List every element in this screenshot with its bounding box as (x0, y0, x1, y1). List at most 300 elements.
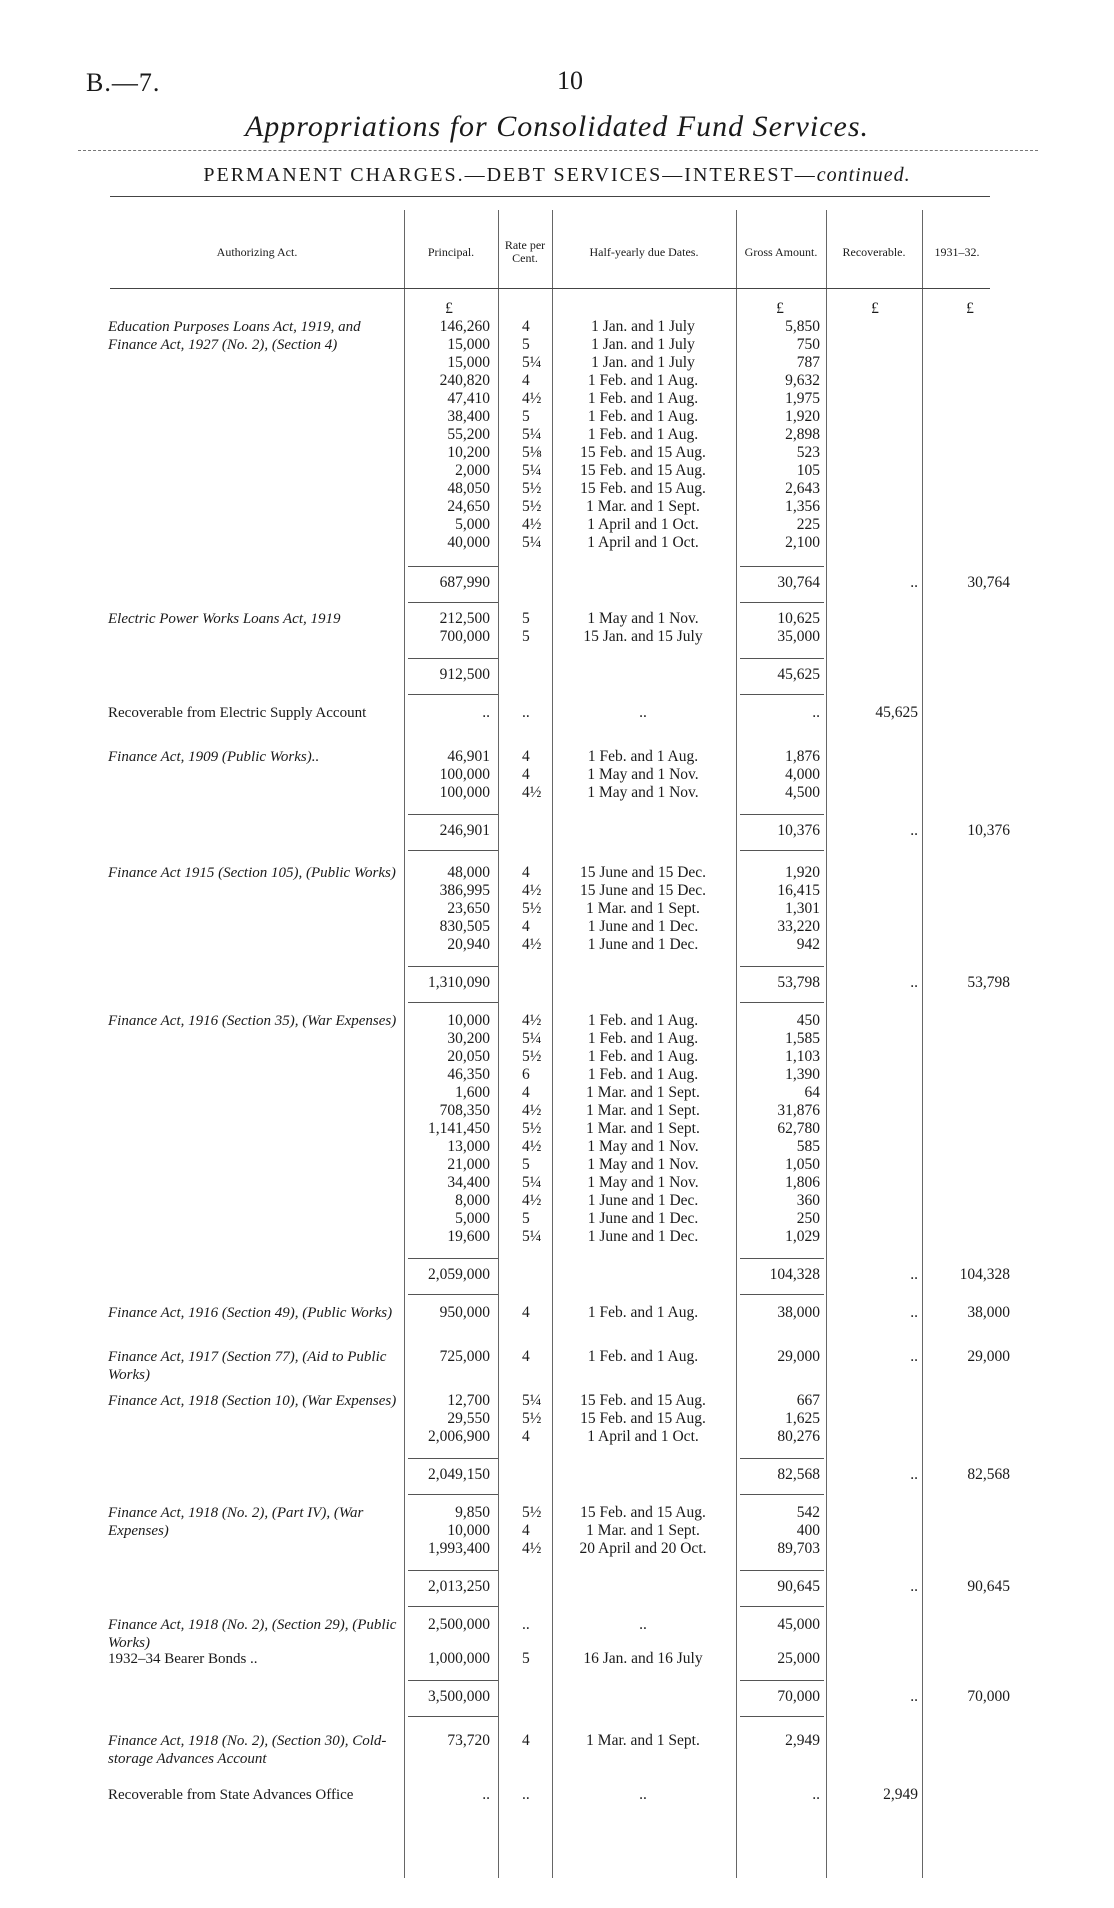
gross-amount-cell: 2,100 (785, 534, 820, 551)
table-row (0, 1048, 1114, 1066)
gross-amount-cell: 1,029 (785, 1228, 820, 1245)
principal-cell: 1,993,400 (428, 1540, 490, 1557)
rate-cell: 5⅛ (522, 444, 542, 461)
currency-recoverable: £ (871, 300, 879, 317)
table-row (0, 516, 1114, 534)
gross-amount-cell: 1,625 (785, 1410, 820, 1427)
subtotal-rule (740, 602, 824, 603)
table-row (0, 1156, 1114, 1174)
due-dates-cell: 1 Mar. and 1 Sept. (586, 1120, 700, 1137)
principal-cell: 46,901 (447, 748, 490, 765)
principal-cell: 23,650 (447, 900, 490, 917)
due-dates-cell: 1 April and 1 Oct. (587, 516, 699, 533)
table-row (0, 534, 1114, 552)
subtotal-rule (408, 1494, 498, 1495)
due-dates-cell: 1 April and 1 Oct. (587, 1428, 699, 1445)
gross-amount-cell: 1,920 (785, 408, 820, 425)
principal-cell: 10,000 (447, 1522, 490, 1539)
rate-cell: 4 (522, 864, 530, 881)
total-row (0, 1466, 1114, 1484)
principal-cell: .. (482, 1786, 490, 1803)
subtotal-rule (408, 602, 498, 603)
principal-cell: 29,550 (447, 1410, 490, 1427)
rate-cell: 5½ (522, 498, 542, 515)
table-row (0, 936, 1114, 954)
due-dates-cell: 1 Feb. and 1 Aug. (587, 372, 699, 389)
authorizing-act: Education Purposes Loans Act, 1919, and Finance Act, 1927 (No. 2), (Section 4) (108, 319, 361, 353)
rate-cell: 4½ (522, 516, 542, 533)
currency-principal: £ (445, 300, 453, 317)
rate-cell: 5 (522, 336, 530, 353)
rate-cell: 5½ (522, 900, 542, 917)
principal-cell: 19,600 (447, 1228, 490, 1245)
table-row (0, 784, 1114, 802)
due-dates-cell: 15 Feb. and 15 Aug. (580, 444, 706, 461)
principal-cell: 700,000 (439, 628, 490, 645)
principal-cell: 2,006,900 (428, 1428, 490, 1445)
subtotal-rule (408, 966, 498, 967)
due-dates-cell: 1 Jan. and 1 July (591, 354, 695, 371)
principal-cell: 100,000 (439, 766, 490, 783)
principal-cell: 15,000 (447, 336, 490, 353)
subtotal-rule (408, 850, 498, 851)
subtotal-rule (408, 814, 498, 815)
table-row (0, 1348, 1114, 1383)
due-dates-cell: 1 May and 1 Nov. (587, 610, 699, 627)
due-dates-cell: 1 June and 1 Dec. (587, 1210, 699, 1227)
subtotal-rule (408, 1680, 498, 1681)
due-dates-cell: 1 Mar. and 1 Sept. (586, 498, 700, 515)
rate-cell: 5¼ (522, 1030, 542, 1047)
due-dates-cell: 1 Mar. and 1 Sept. (586, 1732, 700, 1749)
subtotal-rule (740, 1258, 824, 1259)
page-title: Appropriations for Consolidated Fund Services. (244, 110, 870, 143)
rate-cell: 5 (522, 610, 530, 627)
gross-amount-cell: 105 (796, 462, 820, 479)
due-dates-cell: 1 Feb. and 1 Aug. (587, 426, 699, 443)
table-row (0, 1522, 1114, 1540)
gross-amount-cell: 787 (796, 354, 820, 371)
subtotal-rule (408, 694, 498, 695)
subtotal-rule (740, 1458, 824, 1459)
gross-amount-cell: 1,301 (785, 900, 820, 917)
due-dates-cell: 15 Feb. and 15 Aug. (580, 1392, 706, 1409)
rate-cell: .. (522, 704, 530, 721)
authorizing-act: Finance Act, 1918 (No. 2), (Section 29), (Public Works) (108, 1617, 397, 1651)
rate-cell: .. (522, 1616, 530, 1633)
authorizing-act: Finance Act, 1916 (Section 35), (War Expenses) (108, 1013, 397, 1029)
due-dates-cell: 1 Feb. and 1 Aug. (587, 408, 699, 425)
table-row (0, 1392, 1114, 1410)
header-bottom-rule (110, 288, 990, 289)
recoverable-cell: .. (910, 574, 918, 591)
table-row (0, 462, 1114, 480)
principal-cell: 13,000 (447, 1138, 490, 1155)
gross-amount-cell: 1,975 (785, 390, 820, 407)
gross-amount-cell: 62,780 (777, 1120, 820, 1137)
gross-amount-cell: 31,876 (777, 1102, 820, 1119)
total-row (0, 822, 1114, 840)
due-dates-cell: 1 Feb. and 1 Aug. (587, 1012, 699, 1029)
principal-cell: 146,260 (439, 318, 490, 335)
gross-amount-cell: 450 (796, 1012, 820, 1029)
table-row (0, 1210, 1114, 1228)
due-dates-cell: 1 Jan. and 1 July (591, 336, 695, 353)
principal-cell: 21,000 (447, 1156, 490, 1173)
year-amount-cell: 10,376 (967, 822, 1010, 839)
subtotal-rule (408, 1570, 498, 1571)
table-row (0, 1138, 1114, 1156)
gross-amount-cell: 1,390 (785, 1066, 820, 1083)
principal-cell: 1,141,450 (428, 1120, 490, 1137)
subtotal-rule (740, 1606, 824, 1607)
due-dates-cell: 20 April and 20 Oct. (579, 1540, 707, 1557)
rate-cell: 5 (522, 1156, 530, 1173)
due-dates-cell: 1 Feb. and 1 Aug. (587, 1030, 699, 1047)
currency-gross: £ (776, 300, 784, 317)
table-row (0, 864, 1114, 882)
year-amount-cell: 90,645 (967, 1578, 1010, 1595)
subtotal-rule (740, 1294, 824, 1295)
rate-cell: 4 (522, 766, 530, 783)
subtotal-rule (740, 658, 824, 659)
rate-cell: 5 (522, 1650, 530, 1667)
table-row (0, 1030, 1114, 1048)
table-row (0, 900, 1114, 918)
due-dates-cell: 16 Jan. and 16 July (583, 1650, 703, 1667)
due-dates-cell: 1 May and 1 Nov. (587, 1156, 699, 1173)
rate-cell: 4½ (522, 390, 542, 407)
principal-cell: 1,600 (455, 1084, 490, 1101)
page-number: 10 (557, 66, 583, 95)
section-subtitle (0, 164, 1114, 187)
table-row (0, 1428, 1114, 1446)
gross-amount-cell: 35,000 (777, 628, 820, 645)
principal-cell: 55,200 (447, 426, 490, 443)
year-amount-cell: 38,000 (967, 1304, 1010, 1321)
table-row (0, 1192, 1114, 1210)
rate-cell: 4 (522, 918, 530, 935)
gross-amount-cell: 16,415 (777, 882, 820, 899)
rate-cell: 4½ (522, 784, 542, 801)
authorizing-act: Recoverable from State Advances Office (108, 1787, 354, 1803)
subtitle-continued: continued. (816, 164, 911, 186)
rate-cell: 4 (522, 1304, 530, 1321)
rate-cell: 4 (522, 1428, 530, 1445)
authorizing-act: Recoverable from Electric Supply Account (108, 705, 367, 721)
principal-cell: 20,050 (447, 1048, 490, 1065)
due-dates-cell: 15 Jan. and 15 July (583, 628, 703, 645)
table-row (0, 408, 1114, 426)
rate-cell: 5 (522, 408, 530, 425)
due-dates-cell: 1 Feb. and 1 Aug. (587, 748, 699, 765)
gross-amount-cell: .. (812, 704, 820, 721)
table-row (0, 1616, 1114, 1651)
gross-amount-cell: 104,328 (769, 1266, 820, 1283)
authorizing-act: 1932–34 Bearer Bonds .. (108, 1651, 258, 1667)
authorizing-act: Finance Act, 1917 (Section 77), (Aid to Public Works) (108, 1349, 387, 1383)
recoverable-cell: .. (910, 822, 918, 839)
rate-cell: 4 (522, 748, 530, 765)
table-row (0, 1174, 1114, 1192)
column-header-dates: Half-yearly due Dates. (589, 244, 699, 259)
rate-cell: 4 (522, 318, 530, 335)
column-header-act: Authorizing Act. (216, 244, 298, 259)
principal-cell: 10,200 (447, 444, 490, 461)
total-row (0, 666, 1114, 684)
gross-amount-cell: 750 (796, 336, 820, 353)
column-header-principal: Principal. (427, 244, 475, 259)
table-row (0, 498, 1114, 516)
gross-amount-cell: 250 (796, 1210, 820, 1227)
due-dates-cell: 1 May and 1 Nov. (587, 766, 699, 783)
gross-amount-cell: 4,500 (785, 784, 820, 801)
gross-amount-cell: 667 (796, 1392, 820, 1409)
currency-row (0, 300, 1114, 318)
subtotal-rule (408, 658, 498, 659)
subtitle-main: PERMANENT CHARGES.—DEBT SERVICES—INTEREST— (203, 164, 817, 186)
rate-cell: 4½ (522, 1012, 542, 1029)
authorizing-act: Electric Power Works Loans Act, 1919 (108, 611, 341, 627)
rate-cell: 5 (522, 1210, 530, 1227)
gross-amount-cell: 10,376 (777, 822, 820, 839)
total-row (0, 974, 1114, 992)
due-dates-cell: .. (639, 704, 647, 721)
gross-amount-cell: 2,643 (785, 480, 820, 497)
due-dates-cell: 1 May and 1 Nov. (587, 784, 699, 801)
table-row (0, 1084, 1114, 1102)
gross-amount-cell: 2,949 (785, 1732, 820, 1749)
due-dates-cell: 1 Feb. and 1 Aug. (587, 1304, 699, 1321)
due-dates-cell: 1 Mar. and 1 Sept. (586, 900, 700, 917)
gross-amount-cell: 64 (804, 1084, 820, 1101)
gross-amount-cell: 4,000 (785, 766, 820, 783)
due-dates-cell: 15 Feb. and 15 Aug. (580, 1410, 706, 1427)
gross-amount-cell: 33,220 (777, 918, 820, 935)
gross-amount-cell: .. (812, 1786, 820, 1803)
rate-cell: 5½ (522, 480, 542, 497)
principal-cell: 950,000 (439, 1304, 490, 1321)
due-dates-cell: 1 Feb. and 1 Aug. (587, 1348, 699, 1365)
year-amount-cell: 82,568 (967, 1466, 1010, 1483)
subtotal-rule (740, 966, 824, 967)
table-row (0, 390, 1114, 408)
table-row (0, 354, 1114, 372)
table-row (0, 1304, 1114, 1322)
due-dates-cell: 15 June and 15 Dec. (579, 882, 707, 899)
gross-amount-cell: 38,000 (777, 1304, 820, 1321)
gross-amount-cell: 70,000 (777, 1688, 820, 1705)
year-amount-cell: 30,764 (967, 574, 1010, 591)
due-dates-cell: 15 Feb. and 15 Aug. (580, 480, 706, 497)
table-row (0, 372, 1114, 390)
table-row (0, 628, 1114, 646)
total-row (0, 1688, 1114, 1706)
subtotal-rule (408, 1716, 498, 1717)
principal-cell: 73,720 (447, 1732, 490, 1749)
principal-cell: 5,000 (455, 1210, 490, 1227)
principal-cell: 5,000 (455, 516, 490, 533)
total-row (0, 574, 1114, 592)
gross-amount-cell: 360 (796, 1192, 820, 1209)
authorizing-act: Finance Act, 1918 (No. 2), (Part IV), (War Expenses) (108, 1505, 364, 1539)
table-row (0, 1066, 1114, 1084)
table-row (0, 766, 1114, 784)
principal-cell: 687,990 (439, 574, 490, 591)
subtotal-rule (740, 1570, 824, 1571)
table-row (0, 426, 1114, 444)
principal-cell: 47,410 (447, 390, 490, 407)
principal-cell: 2,049,150 (428, 1466, 490, 1483)
due-dates-cell: 1 Mar. and 1 Sept. (586, 1522, 700, 1539)
rate-cell: 4 (522, 1348, 530, 1365)
rate-cell: 5¼ (522, 426, 542, 443)
principal-cell: 240,820 (439, 372, 490, 389)
table-row (0, 1540, 1114, 1558)
column-header-rate: Rate per Cent. (504, 238, 546, 265)
rate-cell: .. (522, 1786, 530, 1803)
due-dates-cell: 15 Feb. and 15 Aug. (580, 1504, 706, 1521)
table-row (0, 1102, 1114, 1120)
rate-cell: 5¼ (522, 1228, 542, 1245)
table-row (0, 1012, 1114, 1030)
rate-cell: 4½ (522, 882, 542, 899)
principal-cell: 9,850 (455, 1504, 490, 1521)
gross-amount-cell: 400 (796, 1522, 820, 1539)
year-amount-cell: 29,000 (967, 1348, 1010, 1365)
rate-cell: 4 (522, 372, 530, 389)
principal-cell: 48,050 (447, 480, 490, 497)
recoverable-cell: .. (910, 1466, 918, 1483)
gross-amount-cell: 1,050 (785, 1156, 820, 1173)
rate-cell: 4½ (522, 1192, 542, 1209)
gross-amount-cell: 585 (796, 1138, 820, 1155)
rate-cell: 6 (522, 1066, 530, 1083)
principal-cell: 212,500 (439, 610, 490, 627)
recoverable-cell: 45,625 (875, 704, 918, 721)
subtotal-rule (740, 850, 824, 851)
rate-cell: 5½ (522, 1410, 542, 1427)
rate-cell: 4 (522, 1084, 530, 1101)
principal-cell: 38,400 (447, 408, 490, 425)
principal-cell: 1,310,090 (428, 974, 490, 991)
due-dates-cell: 1 Mar. and 1 Sept. (586, 1084, 700, 1101)
due-dates-cell: 1 May and 1 Nov. (587, 1138, 699, 1155)
principal-cell: 40,000 (447, 534, 490, 551)
gross-amount-cell: 523 (796, 444, 820, 461)
principal-cell: 24,650 (447, 498, 490, 515)
rate-cell: 4½ (522, 936, 542, 953)
table-row (0, 1228, 1114, 1246)
subtotal-rule (408, 1294, 498, 1295)
header-top-rule (110, 196, 990, 197)
rate-cell: 4 (522, 1522, 530, 1539)
gross-amount-cell: 25,000 (777, 1650, 820, 1667)
due-dates-cell: 1 April and 1 Oct. (587, 534, 699, 551)
currency-year: £ (966, 300, 974, 317)
principal-cell: 30,200 (447, 1030, 490, 1047)
principal-cell: 830,505 (439, 918, 490, 935)
subtotal-rule (408, 1002, 498, 1003)
gross-amount-cell: 10,625 (777, 610, 820, 627)
due-dates-cell: 1 June and 1 Dec. (587, 1228, 699, 1245)
rate-cell: 4½ (522, 1102, 542, 1119)
due-dates-cell: 15 June and 15 Dec. (579, 864, 707, 881)
rate-cell: 5¼ (522, 534, 542, 551)
table-row (0, 336, 1114, 354)
authorizing-act: Finance Act, 1918 (No. 2), (Section 30), Cold-storage Advances Account (108, 1733, 387, 1767)
recoverable-cell: .. (910, 1578, 918, 1595)
principal-cell: .. (482, 704, 490, 721)
subtotal-rule (740, 566, 824, 567)
principal-cell: 10,000 (447, 1012, 490, 1029)
gross-amount-cell: 30,764 (777, 574, 820, 591)
table-row (0, 1410, 1114, 1428)
principal-cell: 12,700 (447, 1392, 490, 1409)
rate-cell: 5¼ (522, 1174, 542, 1191)
gross-amount-cell: 1,103 (785, 1048, 820, 1065)
table-row (0, 748, 1114, 766)
authorizing-act: Finance Act, 1909 (Public Works).. (108, 749, 320, 765)
table-row (0, 444, 1114, 462)
rate-cell: 5¼ (522, 462, 542, 479)
due-dates-cell: 1 Jan. and 1 July (591, 318, 695, 335)
gross-amount-cell: 45,000 (777, 1616, 820, 1633)
principal-cell: 2,500,000 (428, 1616, 490, 1633)
subtotal-rule (740, 1494, 824, 1495)
principal-cell: 3,500,000 (428, 1688, 490, 1705)
page-reference: B.—7. (86, 68, 161, 97)
rate-cell: 4½ (522, 1540, 542, 1557)
principal-cell: 2,000 (455, 462, 490, 479)
due-dates-cell: 1 June and 1 Dec. (587, 1192, 699, 1209)
principal-cell: 8,000 (455, 1192, 490, 1209)
gross-amount-cell: 1,876 (785, 748, 820, 765)
due-dates-cell: 1 June and 1 Dec. (587, 936, 699, 953)
subtotal-rule (408, 1258, 498, 1259)
gross-amount-cell: 53,798 (777, 974, 820, 991)
principal-cell: 2,013,250 (428, 1578, 490, 1595)
rate-cell: 5½ (522, 1504, 542, 1521)
principal-cell: 2,059,000 (428, 1266, 490, 1283)
table-row (0, 1650, 1114, 1668)
rate-cell: 5½ (522, 1048, 542, 1065)
due-dates-cell: 1 Feb. and 1 Aug. (587, 1066, 699, 1083)
due-dates-cell: 1 May and 1 Nov. (587, 1174, 699, 1191)
rate-cell: 5¼ (522, 1392, 542, 1409)
subtotal-rule (408, 1606, 498, 1607)
principal-cell: 20,940 (447, 936, 490, 953)
principal-cell: 912,500 (439, 666, 490, 683)
authorizing-act: Finance Act 1915 (Section 105), (Public Works) (108, 865, 396, 881)
gross-amount-cell: 225 (796, 516, 820, 533)
due-dates-cell: 1 Feb. and 1 Aug. (587, 390, 699, 407)
total-row (0, 1578, 1114, 1596)
rate-cell: 4 (522, 1732, 530, 1749)
table-row (0, 882, 1114, 900)
gross-amount-cell: 90,645 (777, 1578, 820, 1595)
table-row (0, 704, 1114, 722)
subtotal-rule (740, 1716, 824, 1717)
recoverable-cell: .. (910, 1348, 918, 1365)
table-row (0, 610, 1114, 628)
recoverable-cell: 2,949 (883, 1786, 918, 1803)
gross-amount-cell: 9,632 (785, 372, 820, 389)
gross-amount-cell: 1,356 (785, 498, 820, 515)
gross-amount-cell: 89,703 (777, 1540, 820, 1557)
gross-amount-cell: 2,898 (785, 426, 820, 443)
principal-cell: 100,000 (439, 784, 490, 801)
